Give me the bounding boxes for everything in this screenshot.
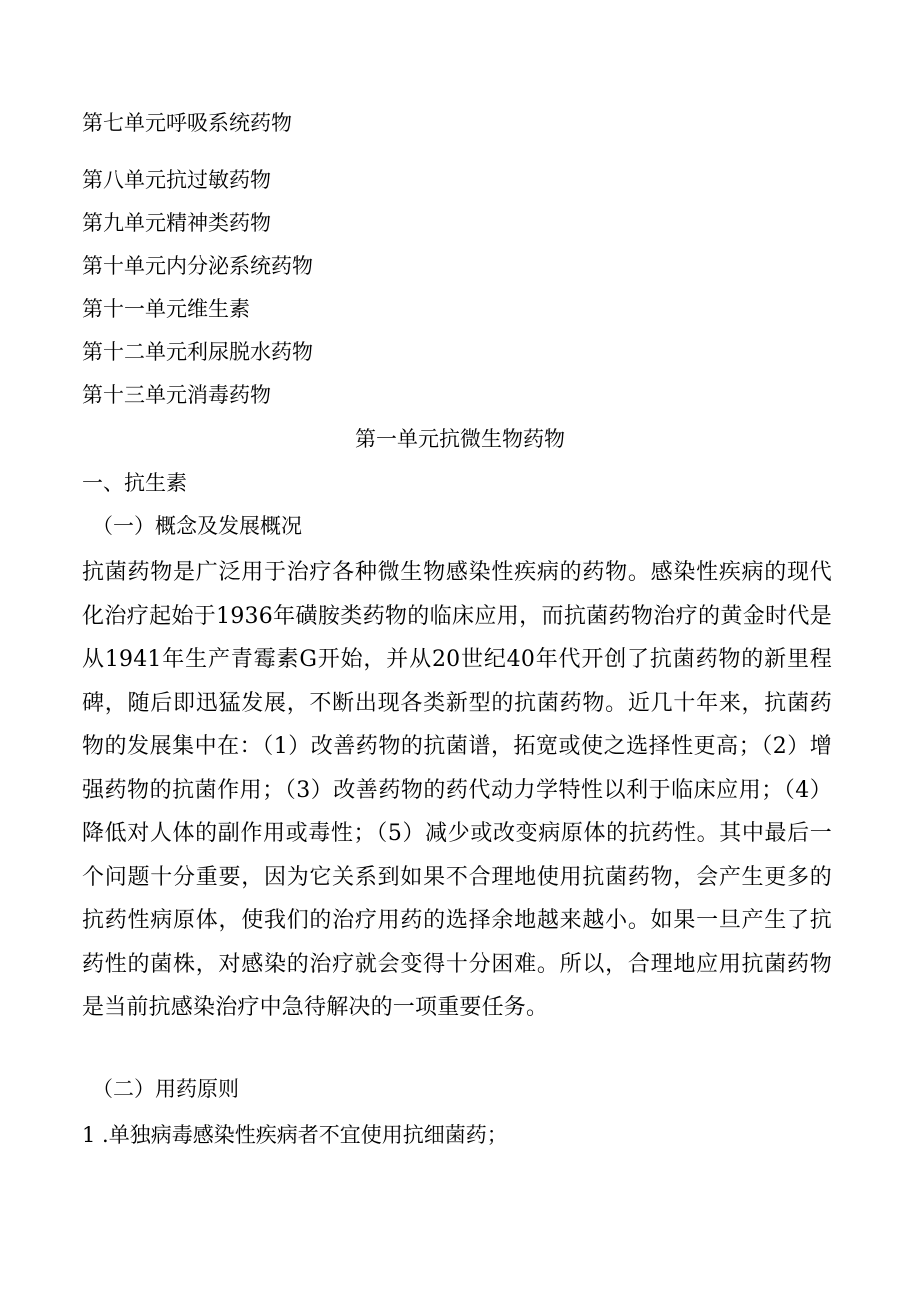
toc-item-unit-12: 第十二单元利尿脱水药物 bbox=[82, 340, 313, 364]
toc-item-unit-11: 第十一单元维生素 bbox=[82, 297, 250, 321]
toc-item-unit-10: 第十单元内分泌系统药物 bbox=[82, 254, 313, 278]
chapter-title: 第一单元抗微生物药物 bbox=[355, 427, 565, 451]
principle-item-1: 1 .单独病毒感染性疾病者不宜使用抗细菌药； bbox=[82, 1123, 508, 1147]
table-of-contents bbox=[82, 108, 842, 423]
toc-item-unit-13: 第十三单元消毒药物 bbox=[82, 383, 271, 407]
toc-item-unit-7: 第七单元呼吸系统药物 bbox=[82, 111, 292, 135]
subsection-heading-concept: （一）概念及发展概况 bbox=[92, 514, 302, 538]
body-paragraph: 抗菌药物是广泛用于治疗各种微生物感染性疾病的药物。感染性疾病的现代化治疗起始于1936年磺胺类药物的临床应用，而抗菌药物治疗的黄金时代是从1941年生产青霉素G开始，并从20世纪40年代开创了抗菌药物的新里程碑，随后即迅猛发展，不断出现各类新型的抗菌药物。近几十年来，抗菌药物的发展集中在：（1）改善药物的抗菌谱，拓宽或使之选择性更高；（2）增强药物的抗菌作用；（3）改善药物的药代动力学特性以利于临床应用；（4）降低对人体的副作用或毒性；（5）减少或改变病原体的抗药性。其中最后一个问题十分重要，因为它关系到如果不合理地使用抗菌药物，会产生更多的抗药性病原体，使我们的治疗用药的选择余地越来越小。如果一旦产生了抗药性的菌株，对感染的治疗就会变得十分困难。所以，合理地应用抗菌药物是当前抗感染治疗中急待解决的一项重要任务。 bbox=[82, 560, 832, 1020]
toc-item-unit-9: 第九单元精神类药物 bbox=[82, 211, 271, 235]
toc-item-unit-8: 第八单元抗过敏药物 bbox=[82, 168, 271, 192]
section-heading: 一、抗生素 bbox=[82, 471, 187, 495]
subsection-heading-principles: （二）用药原则 bbox=[92, 1077, 239, 1101]
